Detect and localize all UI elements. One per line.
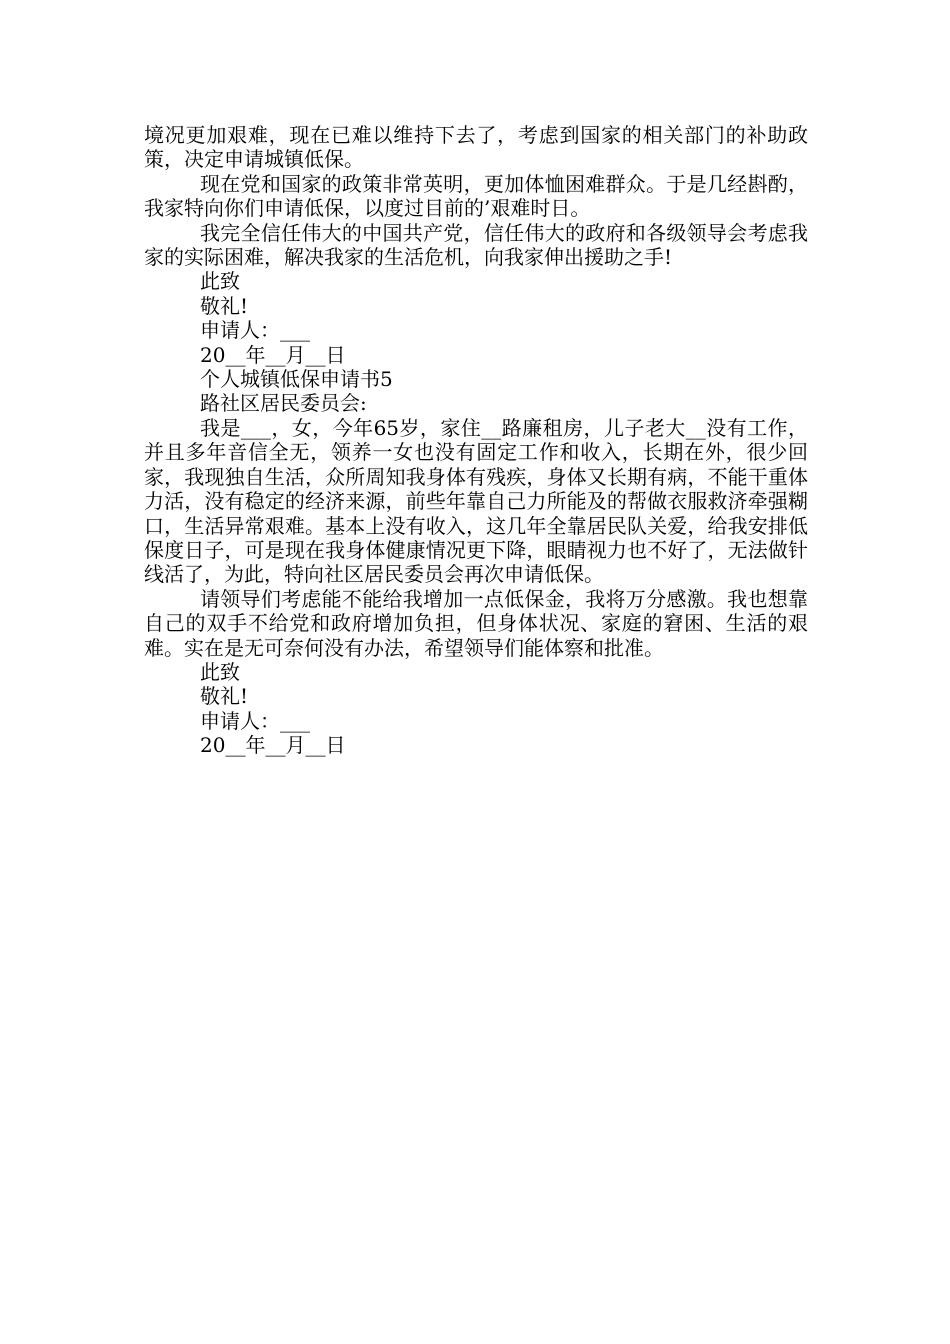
closing-regards: 敬礼! <box>200 293 249 318</box>
body-paragraph: 我完全信任伟大的中国共产党，信任伟大的政府和各级领导会考虑我家的实际困难，解决我家的生活危机，向我家伸出援助之手! <box>144 220 808 270</box>
date-line: 20__年__月__日 <box>200 733 346 758</box>
body-paragraph: 境况更加艰难，现在已难以维持下去了，考虑到国家的相关部门的补助政策，决定申请城镇低保。 <box>144 123 808 172</box>
body-paragraph: 请领导们考虑能不能给我增加一点低保金，我将万分感激。我也想靠自己的双手不给党和政府增加负担，但身体状况、家庭的窘困、生活的艰难。实在是无可奈何没有办法，希望领导们能体察和批准。 <box>144 586 808 660</box>
section-title: 个人城镇低保申请书5 <box>200 367 393 392</box>
body-paragraph: 现在党和国家的政策非常英明，更加体恤困难群众。于是几经斟酌，我家特向你们申请低保，以度过目前的’艰难时日。 <box>144 171 808 221</box>
date-line: 20__年__月__日 <box>200 342 346 367</box>
addressee-line: 路社区居民委员会: <box>200 391 367 416</box>
closing-regards: 敬礼! <box>200 684 249 709</box>
body-paragraph: 我是___，女，今年65岁，家住__路廉租房，儿子老大__没有工作，并且多年音信全无，领养一女也没有固定工作和收入，长期在外，很少回家，我现独自生活，众所周知我身体有残疾，身体又长期有病，不能干重体力活，没有稳定的经济来源，前些年靠自己力所能及的帮做衣服救济牵强糊口，生活异常艰难。基本上没有收入，这几年全靠居民队关爱，给我安排低保度日子，可是现在我身体健康情况更下降，眼睛视力也不好了，无法做针线活了，为此，特向社区居民委员会再次申请低保。 <box>144 415 808 587</box>
applicant-line: 申请人：___ <box>200 318 310 343</box>
closing-salutation: 此致 <box>200 269 240 294</box>
closing-salutation: 此致 <box>200 659 240 684</box>
document-page <box>144 123 808 758</box>
applicant-line: 申请人：___ <box>200 708 310 733</box>
